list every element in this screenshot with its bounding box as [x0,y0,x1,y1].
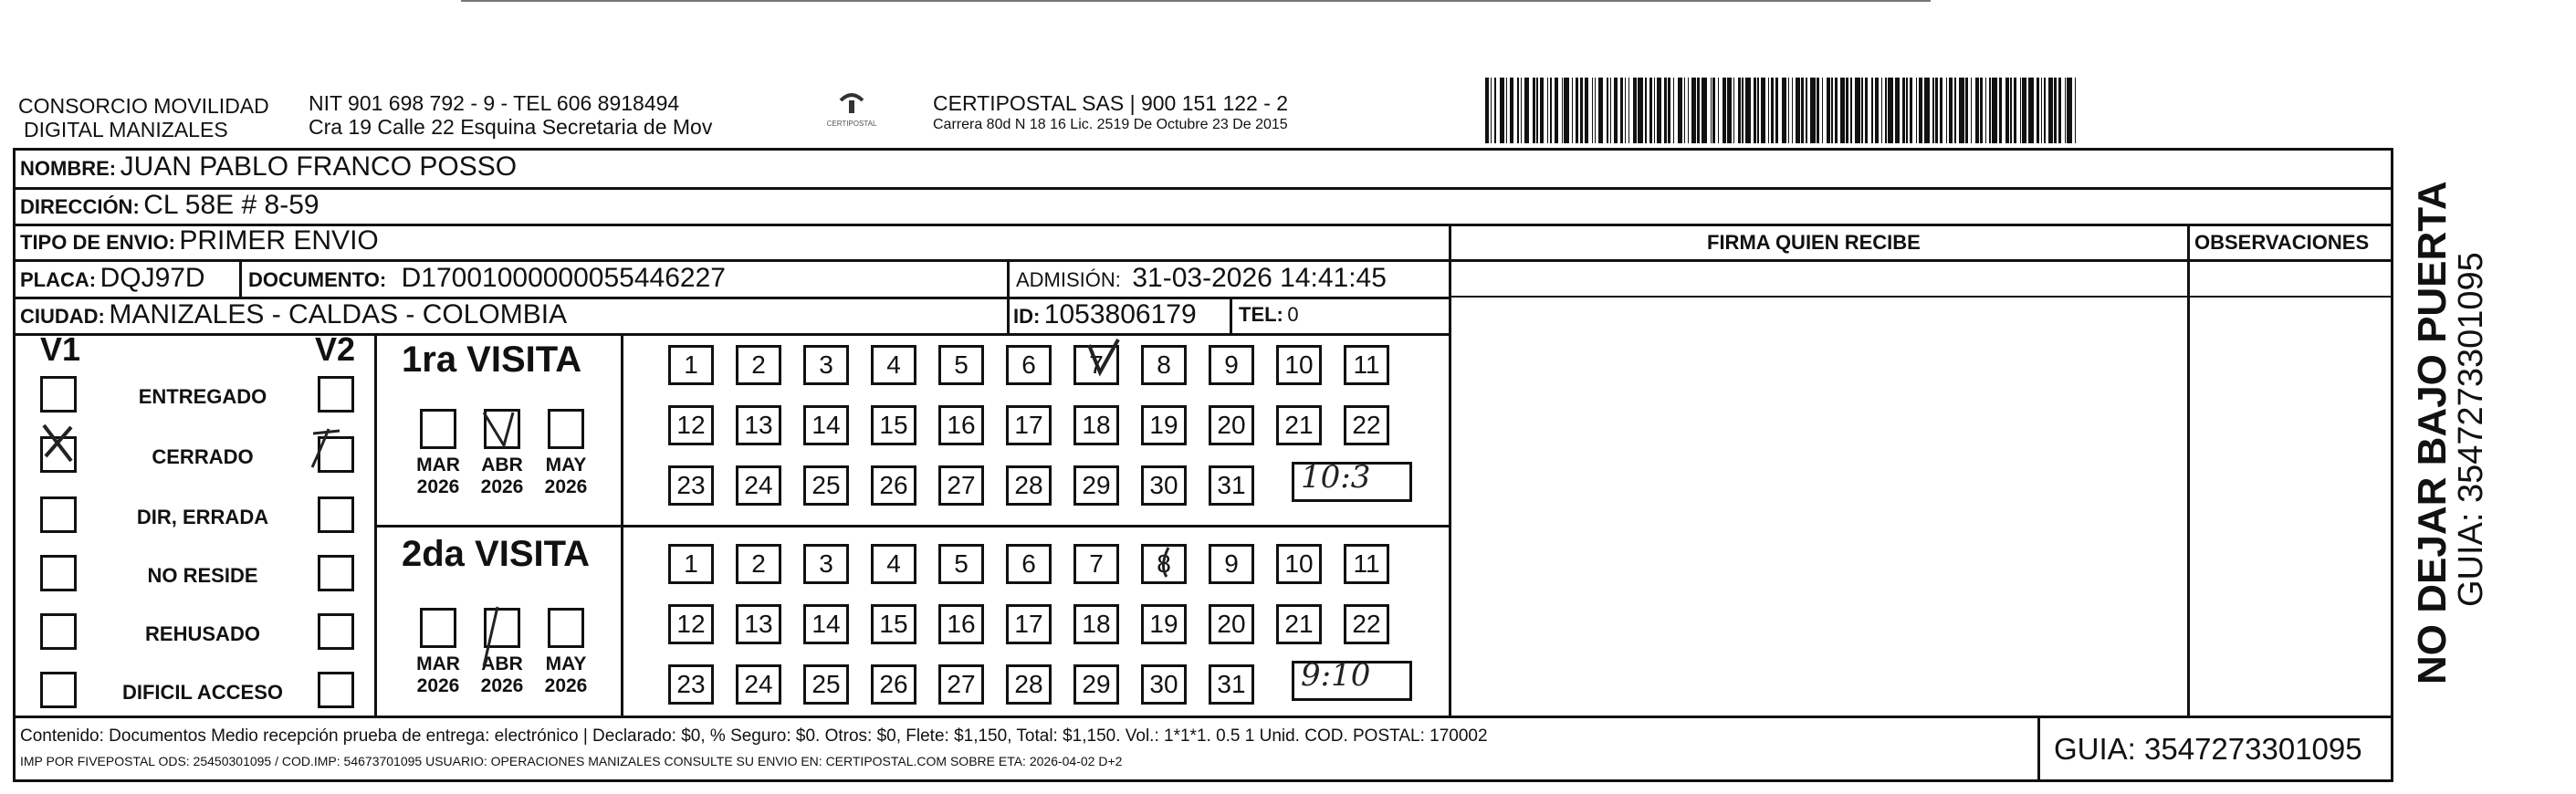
day-box[interactable]: 11 [1344,544,1389,584]
day-box[interactable]: 1 [668,345,714,385]
placa-label: PLACA: [20,268,97,291]
day-box[interactable]: 25 [803,664,849,705]
day-box[interactable]: 1 [668,544,714,584]
day-box[interactable]: 10 [1276,544,1322,584]
direccion-label: DIRECCIÓN: [20,195,140,218]
admision-value: 31-03-2026 14:41:45 [1132,263,1387,293]
day-box[interactable]: 4 [871,345,916,385]
day-box[interactable]: 24 [736,664,781,705]
address-line: Cra 19 Calle 22 Esquina Secretaria de Mov [309,115,713,139]
footer-guia: GUIA: 3547273301095 [2054,732,2362,766]
day-box[interactable]: 29 [1073,664,1119,705]
day-box[interactable]: 30 [1141,664,1187,705]
firma-label: FIRMA QUIEN RECIBE [1707,231,1921,254]
day-box[interactable]: 28 [1006,465,1052,506]
year-label: 2026 [544,675,588,696]
month-label: MAY [545,454,587,475]
id-value: 1053806179 [1043,299,1197,329]
nombre-value: JUAN PABLO FRANCO POSSO [120,151,518,182]
day-box[interactable]: 31 [1209,664,1254,705]
day-box[interactable]: 3 [803,544,849,584]
month-label: MAY [545,653,587,674]
day-box[interactable]: 17 [1006,604,1052,644]
tipo-label: TIPO DE ENVIO: [20,231,175,254]
day-box[interactable]: 18 [1073,405,1119,445]
placa-value: DQJ97D [99,263,205,293]
status-option-label: CERRADO [152,445,254,468]
footer-imp: IMP POR FIVEPOSTAL ODS: 25450301095 / COD.IMP: 54673701095 USUARIO: OPERACIONES MANIZALES CONSULTE SU ENVIO EN: CERTIPOSTAL.COM SOBRE ETA: 2026-04-02 D+2 [20,754,1123,768]
day-box[interactable]: 16 [938,405,984,445]
day-box[interactable]: 7 [1073,544,1119,584]
day-box[interactable]: 15 [871,405,916,445]
visit1-title: 1ra VISITA [402,340,582,380]
day-box[interactable]: 14 [803,604,849,644]
day-box[interactable]: 23 [668,465,714,506]
day-box[interactable]: 15 [871,604,916,644]
status-option-label: ENTREGADO [138,385,267,408]
year-label: 2026 [416,476,460,497]
day-box[interactable]: 25 [803,465,849,506]
day-box[interactable]: 12 [668,604,714,644]
day-box[interactable]: 10 [1276,345,1322,385]
day-box[interactable]: 8 [1141,345,1187,385]
no-dejar-bajo-puerta: NO DEJAR BAJO PUERTA [2410,181,2455,684]
nombre-label: NOMBRE: [20,157,117,180]
day-box[interactable]: 27 [938,664,984,705]
day-box[interactable]: 20 [1209,405,1254,445]
month-label: MAR [416,653,460,674]
day-box[interactable]: 27 [938,465,984,506]
day-box[interactable]: 24 [736,465,781,506]
day-box[interactable]: 13 [736,405,781,445]
day-box[interactable]: 5 [938,544,984,584]
tel-label: TEL: [1239,303,1283,326]
day-box[interactable]: 19 [1141,405,1187,445]
day-box[interactable]: 14 [803,405,849,445]
day-box[interactable]: 23 [668,664,714,705]
day-box[interactable]: 2 [736,544,781,584]
documento-label: DOCUMENTO: [248,268,387,291]
day-box[interactable]: 21 [1276,405,1322,445]
day-box[interactable]: 4 [871,544,916,584]
side-guia: GUIA: 3547273301095 [2452,252,2490,607]
day-box[interactable]: 9 [1209,544,1254,584]
direccion-value: CL 58E # 8-59 [143,190,319,220]
day-box[interactable]: 11 [1344,345,1389,385]
status-option-label: NO RESIDE [147,564,258,587]
v1-header: V1 [40,330,81,368]
day-box[interactable]: 13 [736,604,781,644]
year-label: 2026 [544,476,588,497]
v2-header: V2 [315,330,356,368]
day-box[interactable]: 2 [736,345,781,385]
day-box[interactable]: 29 [1073,465,1119,506]
status-option-label: REHUSADO [145,622,260,645]
day-box[interactable]: 30 [1141,465,1187,506]
status-option-label: DIFICIL ACCESO [121,681,283,704]
day-box[interactable]: 21 [1276,604,1322,644]
year-label: 2026 [480,476,524,497]
day-box[interactable]: 3 [803,345,849,385]
day-box[interactable]: 6 [1006,544,1052,584]
company-line-1: CONSORCIO MOVILIDAD [18,94,269,118]
month-label: MAR [416,454,460,475]
visit2-time-handwritten: 9:10 [1301,657,1371,694]
day-box[interactable]: 26 [871,664,916,705]
month-label: ABR [481,653,523,674]
footer-contenido: Contenido: Documentos Medio recepción prueba de entrega: electrónico | Declarado: $0, % Seguro: $0. Otros: $0, Flete: $1,150, Total: $1,150. Vol.: 1*1*1. 0.5 1 Unid. COD. POSTAL: 170002 [20,726,1488,746]
observaciones-label: OBSERVACIONES [2194,231,2370,254]
year-label: 2026 [416,675,460,696]
tipo-value: PRIMER ENVIO [179,225,379,256]
visit2-title: 2da VISITA [402,534,590,574]
day-box[interactable]: 22 [1344,604,1389,644]
nit-line: NIT 901 698 792 - 9 - TEL 606 8918494 [309,91,680,115]
day-box[interactable]: 22 [1344,405,1389,445]
ciudad-label: CIUDAD: [20,305,105,328]
day-box[interactable]: 18 [1073,604,1119,644]
day-box[interactable]: 16 [938,604,984,644]
day-box[interactable]: 7 [1073,345,1119,385]
day-box[interactable]: 19 [1141,604,1187,644]
day-box[interactable]: 17 [1006,405,1052,445]
day-box[interactable]: 9 [1209,345,1254,385]
day-box[interactable]: 8 [1141,544,1187,584]
year-label: 2026 [480,675,524,696]
certipostal-logo-text: CERTIPOSTAL [826,120,877,128]
day-box[interactable]: 20 [1209,604,1254,644]
id-label: ID: [1013,305,1041,328]
day-box[interactable]: 6 [1006,345,1052,385]
day-box[interactable]: 31 [1209,465,1254,506]
ciudad-value: MANIZALES - CALDAS - COLOMBIA [109,299,568,329]
admision-label: ADMISIÓN: [1016,268,1121,291]
day-box[interactable]: 5 [938,345,984,385]
visit1-time-handwritten: 10:3 [1301,459,1371,496]
day-box[interactable]: 26 [871,465,916,506]
status-option-label: DIR, ERRADA [136,506,269,528]
courier-line-2: Carrera 80d N 18 16 Lic. 2519 De Octubre 23 De 2015 [933,117,1288,132]
company-line-2: DIGITAL MANIZALES [24,118,228,141]
courier-line-1: CERTIPOSTAL SAS | 900 151 122 - 2 [933,91,1289,115]
day-box[interactable]: 28 [1006,664,1052,705]
tel-value: 0 [1287,303,1299,326]
month-label: ABR [481,454,523,475]
documento-value: D17001000000055446227 [401,263,726,293]
day-box[interactable]: 12 [668,405,714,445]
